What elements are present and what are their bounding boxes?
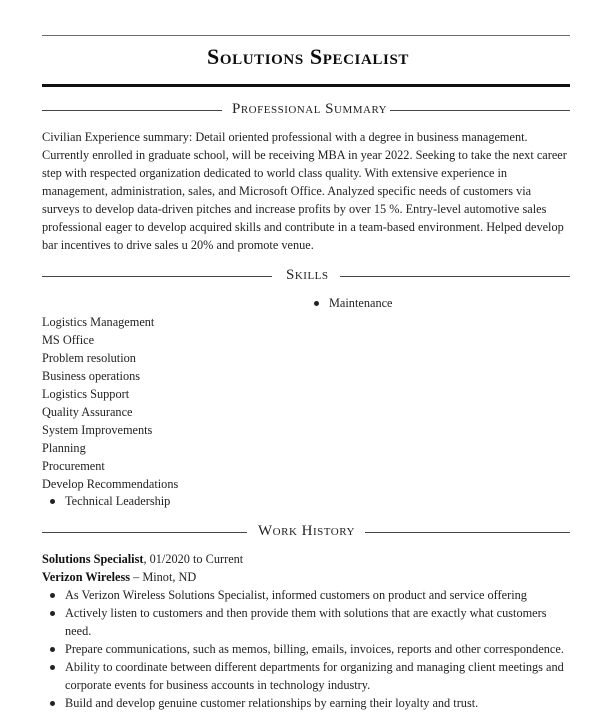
job-title: Solutions Specialist bbox=[42, 552, 144, 566]
section-rule-right bbox=[340, 276, 570, 277]
section-rule-left bbox=[42, 110, 222, 111]
skill-item: Technical Leadership bbox=[42, 492, 170, 510]
skill-item: Problem resolution bbox=[42, 351, 136, 365]
work-history-section-header bbox=[42, 523, 570, 543]
skill-item: Business operations bbox=[42, 369, 141, 383]
skills-right-column bbox=[306, 294, 393, 312]
section-rule-left bbox=[42, 532, 247, 533]
job-company-line bbox=[42, 568, 196, 586]
job-duty: Prepare communications, such as memos, billing, emails, invoices, reports and other correspondence. bbox=[42, 640, 570, 658]
skill-item: MS Office bbox=[42, 333, 95, 347]
resume-name: Solutions Specialist bbox=[206, 44, 410, 69]
skill-item: Develop Recommendations bbox=[42, 477, 179, 491]
skill-item: Maintenance bbox=[306, 294, 393, 312]
job-dates: , 01/2020 to Current bbox=[143, 552, 244, 566]
skill-item: Logistics Support bbox=[42, 387, 130, 401]
job-title-line bbox=[42, 550, 243, 568]
job-duty: Ability to coordinate between different departments for organizing and managing client meetings and corporate events for business accounts in technology industry. bbox=[42, 658, 570, 694]
job-duty: Actively listen to customers and then provide them with solutions that are exactly what customers need. bbox=[42, 604, 570, 640]
job-duty: Build and develop genuine customer relationships by earning their loyalty and trust. bbox=[42, 694, 570, 712]
job-duties-list bbox=[42, 586, 570, 712]
skill-item: Logistics Management bbox=[42, 315, 155, 329]
summary-heading: Professional Summary bbox=[232, 101, 388, 117]
skill-item: Planning bbox=[42, 441, 86, 455]
work-history-heading: Work History bbox=[258, 523, 355, 539]
skills-section-header bbox=[42, 267, 570, 287]
skill-item: Procurement bbox=[42, 459, 105, 473]
skill-item: Quality Assurance bbox=[42, 405, 133, 419]
job-duty: As Verizon Wireless Solutions Specialist, informed customers on product and service offering bbox=[42, 586, 570, 604]
skill-item: System Improvements bbox=[42, 423, 153, 437]
skills-heading: Skills bbox=[286, 267, 329, 283]
summary-text: Civilian Experience summary: Detail oriented professional with a degree in business management. Currently enrolled in graduate school, will be receiving MBA in year 2022. Seeking to take the next career step with respected organization dedicated to world class quality. With extensive experience in management, administration, sales, and Microsoft Office. Analyzed specific needs of customers via surveys to develop data-driven pitches and increase profits by over 15 %. Entry-level automotive sales professional eager to develop acquired skills and contribute in a team-based environment. Helped develop bar incentives to drive sales u 20% and promote venue. bbox=[42, 130, 567, 252]
section-rule-right bbox=[390, 110, 570, 111]
job-location: – Minot, ND bbox=[130, 570, 197, 584]
summary-section-header bbox=[42, 101, 570, 121]
section-rule-right bbox=[365, 532, 570, 533]
skills-list bbox=[42, 313, 178, 493]
section-rule-left bbox=[42, 276, 272, 277]
header-divider bbox=[42, 84, 570, 87]
top-divider bbox=[42, 35, 570, 36]
job-company: Verizon Wireless bbox=[42, 570, 131, 584]
skills-extra-list bbox=[42, 492, 170, 510]
